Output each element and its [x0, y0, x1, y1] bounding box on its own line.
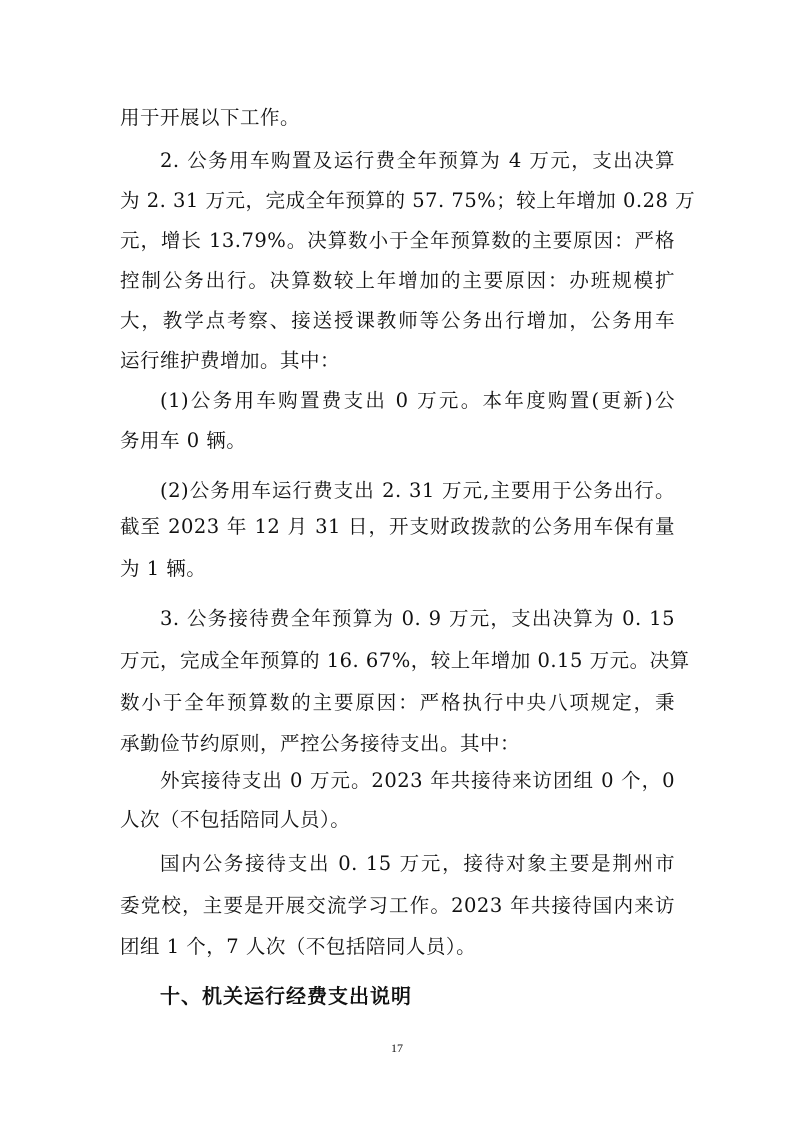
paragraph-line: 万元，完成全年预算的 16. 67%，较上年增加 0.15 万元。决算: [120, 649, 690, 672]
paragraph-line: 为 1 辆。: [120, 557, 207, 580]
paragraph-line: 外宾接待支出 0 万元。2023 年共接待来访团组 0 个，0: [160, 769, 675, 792]
paragraph-line: 团组 1 个，7 人次（不包括陪同人员）。: [120, 935, 477, 958]
paragraph-line: 3. 公务接待费全年预算为 0. 9 万元，支出决算为 0. 15: [160, 607, 675, 630]
paragraph-line: (2)公务用车运行费支出 2. 31 万元,主要用于公务出行。: [160, 479, 675, 502]
paragraph-line: 截至 2023 年 12 月 31 日，开支财政拨款的公务用车保有量: [120, 515, 675, 538]
paragraph-line: 2. 公务用车购置及运行费全年预算为 4 万元，支出决算: [160, 149, 675, 172]
paragraph-line: 承勤俭节约原则，严控公务接待支出。其中：: [120, 732, 521, 755]
paragraph-line: (1)公务用车购置费支出 0 万元。本年度购置(更新)公: [160, 389, 675, 412]
paragraph-line: 委党校，主要是开展交流学习工作。2023 年共接待国内来访: [120, 894, 675, 917]
paragraph-line: 元，增长 13.79%。决算数小于全年预算数的主要原因：严格: [120, 229, 675, 252]
paragraph-line: 人次（不包括陪同人员）。: [120, 808, 351, 831]
paragraph-line: 控制公务出行。决算数较上年增加的主要原因：办班规模扩: [120, 269, 675, 292]
paragraph-line: 为 2. 31 万元，完成全年预算的 57. 75%；较上年增加 0.28 万: [120, 189, 696, 212]
section-heading: 十、机关运行经费支出说明: [160, 984, 412, 1008]
paragraph-line: 大，教学点考察、接送授课教师等公务出行增加，公务用车: [120, 309, 675, 332]
page-number: 17: [391, 1041, 403, 1055]
paragraph-line: 国内公务接待支出 0. 15 万元，接待对象主要是荆州市: [160, 852, 675, 875]
paragraph-line: 务用车 0 辆。: [120, 429, 247, 452]
paragraph-line: 数小于全年预算数的主要原因：严格执行中央八项规定，秉: [120, 691, 675, 714]
paragraph-line: 运行维护费增加。其中：: [120, 349, 341, 372]
paragraph-line: 用于开展以下工作。: [120, 106, 301, 129]
